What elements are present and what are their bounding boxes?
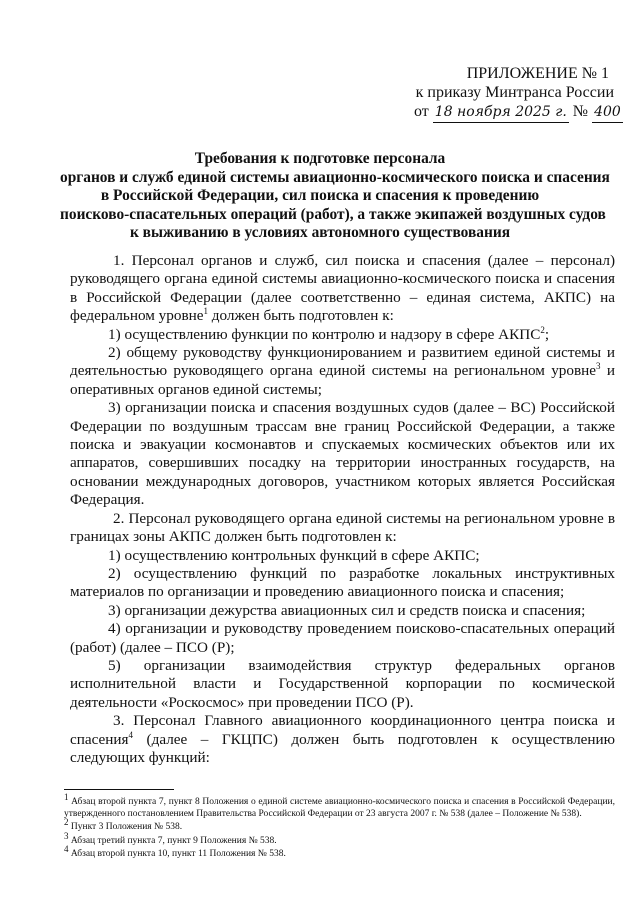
paragraph-text: 3. Персонал Главного авиационного координационного центра поиска и спасения [70,712,615,748]
footnote-mark: 3 [64,830,69,841]
title-line: в Российской Федерации, сил поиска и спасения к проведению [100,187,540,205]
appendix-title: ПРИЛОЖЕНИЕ № 1 [466,65,609,82]
footnote-divider [64,789,174,790]
appendix-block [414,64,621,123]
footnote-text: Абзац второй пункта 7, пункт 8 Положения о единой системе авиационно-космического поиска и спасения в Российской Федерации, утвержденного постановлением Правительства Российской Федерации от 23 августа 2007 г. № 538 (далее – Положение № 538). [64,797,615,819]
footnote [64,817,615,834]
date-prefix: от [414,103,429,120]
footnote [64,830,615,848]
order-reference: к приказу Минтранса России [415,84,614,101]
footnote-ref: 3 [596,361,601,372]
paragraph-2-item-5: 5) организации взаимодействия структур федеральных органов исполнительной власти и Государственной корпорации по космической деятельности «Роскосмос» при проведении ПСО (Р). [70,656,615,711]
footnote-ref: 2 [540,324,545,335]
item-text: 2) общему руководству функционированием и развитием единой системы и деятельностью руководящего органа единой системы на региональном уровне [70,344,615,380]
paragraph-1-item-2 [70,344,615,399]
paragraph-2-item-4: 4) организации и руководству проведением поисково-спасательных операций (работ) (далее – ПСО (Р); [70,620,615,656]
order-date-line [414,102,621,123]
footnote-mark: 4 [64,844,69,855]
paragraph-text: 1. Персонал органов и служб, сил поиска и спасения (далее – персонал) руководящего органа единой системы авиационно-космического поиска и спасения в Российской Федерации (далее соответственно – единая система, АКПС) на федеральном уровне [70,252,615,325]
paragraph-3 [70,712,615,767]
title-line: Требования к подготовке персонала [194,150,446,167]
paragraph-2-item-2: 2) осуществлению функций по разработке локальных инструктивных материалов по организации и проведению авиационного поиска и спасения; [70,564,615,601]
footnote [64,844,615,861]
handwritten-date: 18 ноября 2025 г. [433,103,569,123]
document-body [70,252,615,767]
footnote-mark: 2 [64,817,69,828]
footnote-text: Пункт 3 Положения № 538. [68,822,183,833]
paragraph-2-item-3: 3) организации дежурства авиационных сил и средств поиска и спасения; [108,601,586,619]
footnote-mark: 1 [64,792,69,802]
title-line: поисково-спасательных операций (работ), а также экипажей воздушных судов [60,205,606,223]
footnotes [64,792,615,863]
paragraph-2: 2. Персонал руководящего органа единой системы на региональном уровне в границах зоны АКПС должен быть подготовлен к: [70,509,615,546]
paragraph-1 [70,252,615,326]
footnote [64,792,615,820]
document-title [60,150,610,243]
footnote-ref: 1 [203,306,208,317]
paragraph-1-item-3: 3) организации поиска и спасения воздушных судов (далее – ВС) Российской Федерации по воздушным трассам вне границ Российской Федерации, а также поиска и эвакуации космонавтов и спускаемых космических объектов или их аппаратов, совершивших посадку на территории иностранных государств, на основании международных договоров, участником которых является Российская Федерация. [70,399,615,509]
paragraph-text: (далее – ГКЦПС) должен быть подготовлен к осуществлению следующих функций: [70,730,615,766]
paragraph-1-item-1 [70,326,615,344]
number-prefix: № [572,103,589,120]
footnote-ref: 4 [128,729,134,740]
footnote-text: Абзац третий пункта 7, пункт 9 Положения № 538. [68,835,277,846]
handwritten-number: 400 [592,103,623,123]
paragraph-text: должен быть подготовлен к: [207,307,394,325]
title-line: к выживанию в условиях автономного существования [129,224,511,242]
footnote-text: Абзац второй пункта 10, пункт 11 Положения № 538. [68,849,286,860]
item-text: 1) осуществлению функции по контролю и надзору в сфере АКПС [108,325,541,343]
item-text: и оперативных органов единой системы; [70,362,615,398]
paragraph-2-item-1: 1) осуществлению контрольных функций в сфере АКПС; [108,546,480,564]
title-line: органов и служб единой системы авиационно-космического поиска и спасения [60,168,610,186]
item-text: ; [544,325,550,343]
